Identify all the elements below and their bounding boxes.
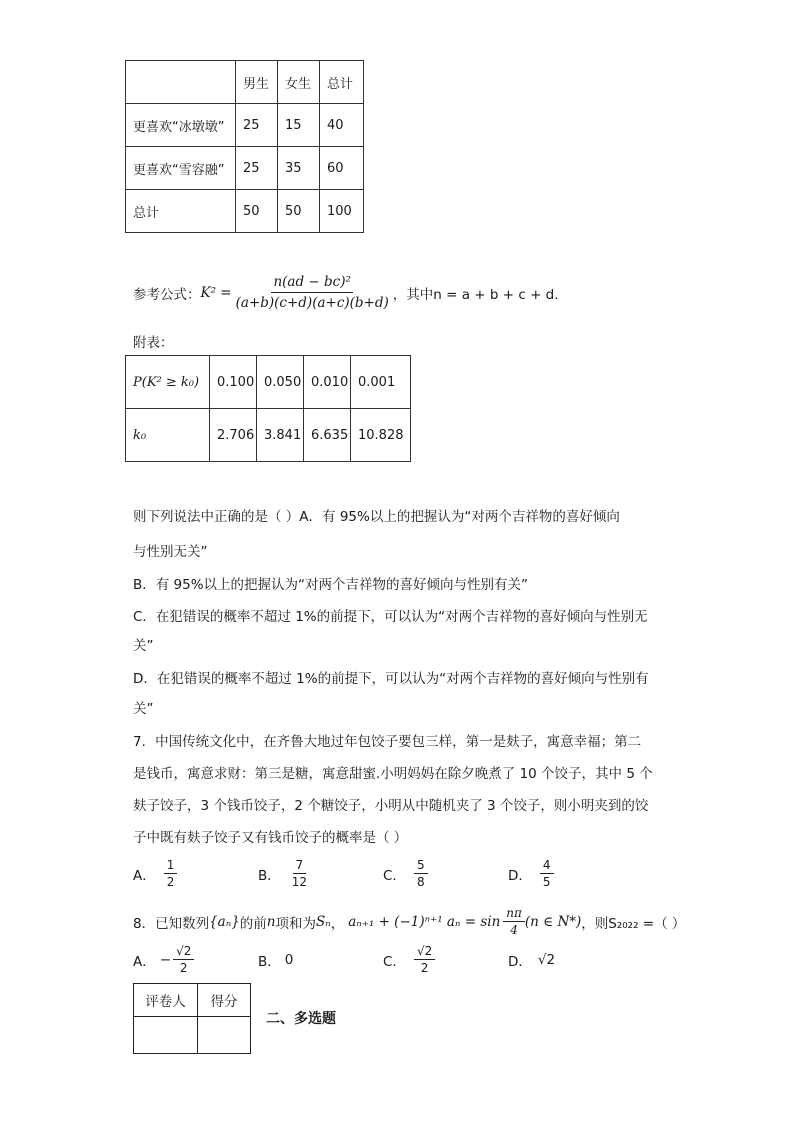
fraction-numerator: nπ bbox=[503, 906, 525, 922]
option-fraction bbox=[173, 944, 194, 975]
score-field[interactable] bbox=[198, 1017, 251, 1054]
formula-fraction bbox=[236, 274, 389, 311]
q7-line: 7．中国传统文化中，在齐鲁大地过年包饺子要包三样，第一是麸子，寓意幸福；第二 bbox=[133, 734, 642, 750]
q6-option-d: D．在犯错误的概率不超过 1%的前提下，可以认为“对两个吉祥物的喜好倾向与性别有 bbox=[133, 671, 649, 687]
table-cell: 100 bbox=[320, 190, 364, 233]
q8-stem bbox=[133, 906, 685, 937]
table-row-label: 更喜欢“冰墩墩” bbox=[126, 104, 236, 147]
q8-ask: ，则S₂₀₂₂ =（ ） bbox=[581, 915, 686, 932]
table-header-cell: 男生 bbox=[236, 61, 278, 104]
q7-option-d[interactable] bbox=[508, 858, 633, 889]
q7-option-b[interactable] bbox=[258, 858, 383, 889]
fraction-numerator: √2 bbox=[414, 944, 435, 960]
fraction-denominator: 5 bbox=[542, 875, 551, 889]
table-cell: 15 bbox=[278, 104, 320, 147]
table-row bbox=[134, 984, 251, 1017]
formula-label: 参考公式： bbox=[133, 286, 201, 303]
fraction-denominator: 2 bbox=[166, 875, 175, 889]
q8-comma: ， bbox=[330, 915, 345, 932]
option-fraction bbox=[414, 944, 435, 975]
table-header-cell: 女生 bbox=[278, 61, 320, 104]
fraction-numerator: √2 bbox=[173, 944, 194, 960]
q6-stem-cont: 与性别无关” bbox=[133, 544, 208, 560]
q6-stem: 则下列说法中正确的是（ ）A．有 95%以上的把握认为“对两个吉祥物的喜好倾向 bbox=[133, 509, 620, 525]
q8-option-a[interactable] bbox=[133, 944, 258, 975]
table-row-label: k₀ bbox=[126, 409, 210, 462]
table-row bbox=[126, 147, 364, 190]
table-row bbox=[126, 356, 411, 409]
table-cell: 3.841 bbox=[257, 409, 304, 462]
table-row bbox=[126, 104, 364, 147]
formula-lhs: K² = bbox=[200, 284, 232, 301]
q8-option-d[interactable] bbox=[508, 950, 633, 970]
option-label: A． bbox=[133, 867, 156, 884]
q8-n: n bbox=[266, 913, 276, 930]
table-cell: 35 bbox=[278, 147, 320, 190]
option-fraction bbox=[164, 858, 178, 889]
option-label: A． bbox=[133, 953, 156, 970]
section-title: 二、多选题 bbox=[266, 1011, 336, 1027]
option-value: √2 bbox=[537, 951, 556, 968]
q7-option-a[interactable] bbox=[133, 858, 258, 889]
table-header-cell: 总计 bbox=[320, 61, 364, 104]
table-cell: 50 bbox=[278, 190, 320, 233]
q8-text: 项和为 bbox=[275, 915, 316, 932]
q6-option-c: C．在犯错误的概率不超过 1%的前提下，可以认为“对两个吉祥物的喜好倾向与性别无 bbox=[133, 609, 648, 625]
q8-fraction bbox=[503, 906, 525, 937]
grader-box bbox=[133, 983, 251, 1054]
option-fraction bbox=[540, 858, 554, 889]
q8-sequence: {aₙ} bbox=[209, 913, 240, 930]
reviewer-field[interactable] bbox=[134, 1017, 198, 1054]
option-label: D． bbox=[508, 953, 532, 970]
table-cell: 25 bbox=[236, 147, 278, 190]
q6-option-c-cont: 关” bbox=[133, 638, 154, 654]
q8-relation: aₙ₊₁ + (−1)ⁿ⁺¹ aₙ = sin bbox=[348, 913, 501, 930]
table-row-label: P(K² ≥ k₀) bbox=[126, 356, 210, 409]
table-cell: 0.010 bbox=[304, 356, 351, 409]
reviewer-header: 评卷人 bbox=[134, 984, 198, 1017]
table-cell: 60 bbox=[320, 147, 364, 190]
score-header: 得分 bbox=[198, 984, 251, 1017]
q7-line: 是钱币，寓意求财：第三是糖，寓意甜蜜.小明妈妈在除夕晚煮了 10 个饺子，其中 5 个 bbox=[133, 766, 653, 782]
q7-option-c[interactable] bbox=[383, 858, 508, 889]
q8-option-c[interactable] bbox=[383, 944, 508, 975]
fraction-numerator: 5 bbox=[414, 858, 428, 874]
q8-text: 的前 bbox=[239, 915, 267, 932]
q8-option-b[interactable] bbox=[258, 950, 383, 970]
q6-option-b: B．有 95%以上的把握认为“对两个吉祥物的喜好倾向与性别有关” bbox=[133, 577, 529, 593]
option-label: C． bbox=[383, 867, 406, 884]
fraction-denominator: 8 bbox=[416, 875, 425, 889]
table-row bbox=[126, 190, 364, 233]
table-cell: 50 bbox=[236, 190, 278, 233]
table-cell: 0.001 bbox=[351, 356, 411, 409]
option-label: B． bbox=[258, 867, 281, 884]
appendix-label: 附表： bbox=[133, 335, 174, 351]
q8-sn: Sₙ bbox=[316, 913, 331, 930]
fraction-denominator: 12 bbox=[291, 875, 308, 889]
contingency-table bbox=[125, 60, 364, 233]
q8-options bbox=[133, 944, 633, 975]
fraction-denominator: 2 bbox=[179, 961, 188, 975]
fraction-numerator: 1 bbox=[164, 858, 178, 874]
table-row bbox=[134, 1017, 251, 1054]
fraction-denominator: 2 bbox=[420, 961, 429, 975]
q7-line: 麸子饺子，3 个钱币饺子，2 个糖饺子，小明从中随机夹了 3 个饺子，则小明夹到的饺 bbox=[133, 798, 649, 814]
formula-note: ，其中n = a + b + c + d. bbox=[392, 286, 559, 303]
formula-numerator: n(ad − bc)² bbox=[271, 274, 352, 293]
option-sign: − bbox=[159, 951, 172, 968]
table-cell: 10.828 bbox=[351, 409, 411, 462]
option-label: D． bbox=[508, 867, 532, 884]
table-cell bbox=[126, 61, 236, 104]
option-fraction bbox=[414, 858, 428, 889]
table-row-label: 更喜欢“雪容融” bbox=[126, 147, 236, 190]
q7-line: 子中既有麸子饺子又有钱币饺子的概率是（ ） bbox=[133, 830, 408, 846]
table-cell: 2.706 bbox=[210, 409, 257, 462]
table-cell: 0.050 bbox=[257, 356, 304, 409]
table-row bbox=[126, 61, 364, 104]
table-row bbox=[126, 409, 411, 462]
option-value: 0 bbox=[284, 951, 294, 968]
table-cell: 40 bbox=[320, 104, 364, 147]
table-cell: 25 bbox=[236, 104, 278, 147]
q8-domain: (n ∈ N*) bbox=[524, 913, 582, 930]
table-row-label: 总计 bbox=[126, 190, 236, 233]
formula-denominator: (a+b)(c+d)(a+c)(b+d) bbox=[235, 295, 389, 311]
option-label: B． bbox=[258, 953, 281, 970]
table-cell: 6.635 bbox=[304, 409, 351, 462]
critical-value-table bbox=[125, 355, 411, 462]
table-cell: 0.100 bbox=[210, 356, 257, 409]
q7-options bbox=[133, 858, 633, 889]
q6-option-d-cont: 关” bbox=[133, 701, 154, 717]
option-fraction bbox=[289, 858, 310, 889]
q8-prefix: 8．已知数列 bbox=[133, 915, 210, 932]
option-label: C． bbox=[383, 953, 406, 970]
reference-formula bbox=[133, 274, 559, 311]
fraction-numerator: 7 bbox=[293, 858, 307, 874]
fraction-denominator: 4 bbox=[510, 923, 518, 937]
fraction-numerator: 4 bbox=[540, 858, 554, 874]
